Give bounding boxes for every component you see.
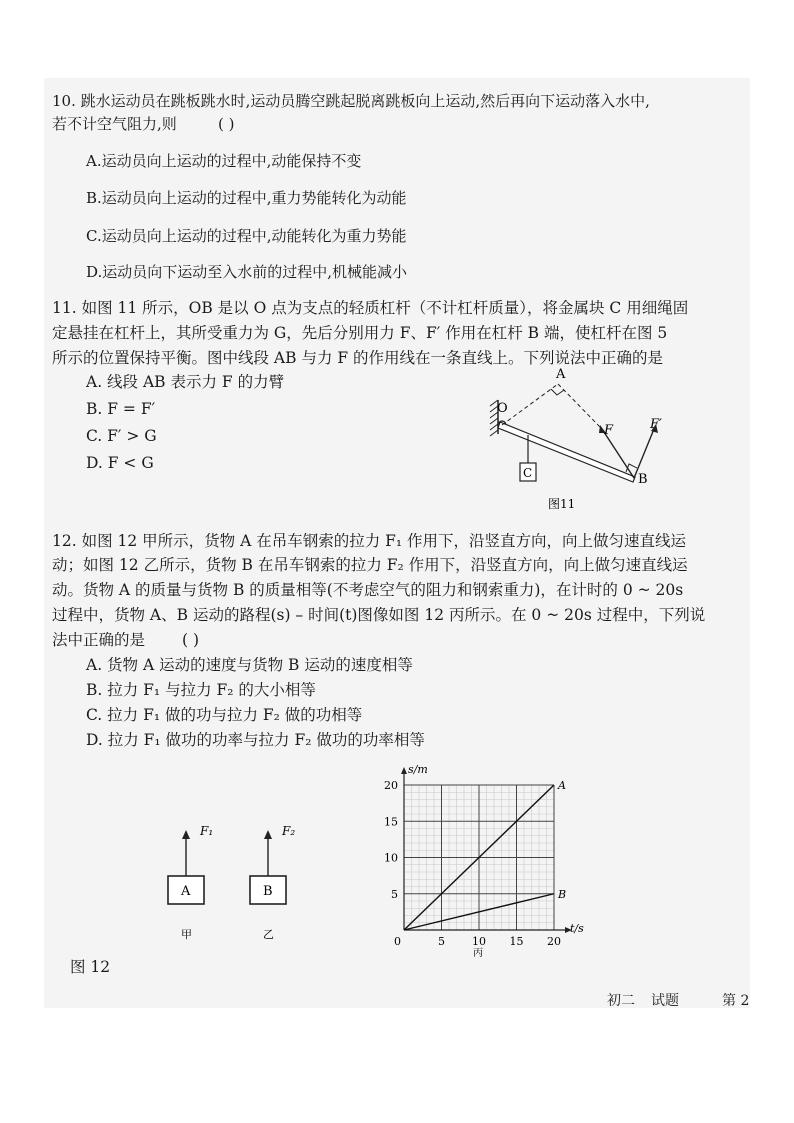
label-a: A [556, 367, 566, 382]
line-oa [502, 384, 558, 425]
q12-stem-line-3: 动。货物 A 的质量与货物 B 的质量相等(不考虑空气的阻力和钢索重力)，在计时的 0 ~ 20s [52, 581, 684, 599]
y-axis-arrowhead [401, 767, 407, 774]
q12-option-d: D. 拉力 F₁ 做功的功率与拉力 F₂ 做功的功率相等 [86, 731, 425, 749]
footer-subject: 试题 [651, 993, 679, 1009]
x-tick-label: 20 [547, 935, 561, 948]
x-axis-label: t/s [570, 922, 584, 935]
y-tick-label: 5 [391, 887, 398, 901]
y-axis-label: s/m [408, 763, 428, 776]
line-ab [558, 384, 600, 427]
x-tick-label: 0 [394, 935, 401, 948]
caption-yi: 乙 [263, 928, 274, 941]
q11-option-b: B. F = F′ [86, 400, 156, 418]
label-f1: F₁ [200, 824, 214, 838]
label-o: O [497, 401, 508, 416]
right-angle-a [551, 389, 564, 395]
q10-option-a: A.运动员向上运动的过程中,动能保持不变 [86, 152, 362, 170]
q12-stem-line-5: 法中正确的是 [52, 631, 146, 649]
figure-12-label: 图 12 [70, 958, 111, 976]
x-tick-label: 15 [509, 935, 524, 948]
figure-jia [160, 818, 220, 944]
q12-stem-line-1: 12. 如图 12 甲所示，货物 A 在吊车钢索的拉力 F₁ 作用下，沿竖直方向，向上做匀速直线运 [52, 532, 687, 550]
q11-option-c: C. F′ > G [86, 427, 157, 445]
q12-option-a: A. 货物 A 运动的速度与货物 B 运动的速度相等 [86, 656, 413, 674]
label-f: F [604, 423, 614, 438]
figure-11-caption: 图11 [548, 497, 576, 511]
y-tick-label: 20 [384, 779, 398, 792]
x-tick-label: 10 [472, 935, 486, 948]
q11-option-a: A. 线段 AB 表示力 F 的力臂 [86, 373, 285, 391]
label-b: B [638, 472, 648, 487]
q12-answer-blank: ( ) [182, 631, 200, 649]
lever-diagram [480, 362, 700, 522]
q11-stem-line-1: 11. 如图 11 所示，OB 是以 O 点为支点的轻质杠杆（不计杠杆质量），将金属块 C 用细绳固 [52, 299, 689, 317]
footer-grade: 初二 [607, 993, 635, 1009]
series-label-a: A [558, 779, 566, 792]
q10-option-d: D.运动员向下运动至入水前的过程中,机械能减小 [86, 263, 408, 281]
q10-option-b: B.运动员向上运动的过程中,重力势能转化为动能 [86, 189, 407, 207]
box-a-label: A [181, 884, 191, 899]
x-tick-label: 5 [438, 935, 445, 948]
q10-stem-line-1: 10. 跳水运动员在跳板跳水时,运动员腾空跳起脱离跳板向上运动,然后再向下运动落入水中, [52, 92, 650, 110]
force-f-prime [634, 429, 654, 478]
q10-answer-blank: ( ) [218, 115, 235, 133]
q12-option-c: C. 拉力 F₁ 做的功与拉力 F₂ 做的功相等 [86, 706, 363, 724]
figure-yi [242, 818, 302, 944]
q12-option-b: B. 拉力 F₁ 与拉力 F₂ 的大小相等 [86, 681, 316, 699]
y-tick-label: 15 [384, 815, 398, 829]
label-f2: F₂ [282, 824, 296, 838]
q10-option-c: C.运动员向上运动的过程中,动能转化为重力势能 [86, 227, 407, 245]
caption-jia: 甲 [181, 928, 192, 941]
chart-series [404, 779, 566, 930]
label-c: C [523, 466, 533, 480]
right-angle-b [626, 464, 637, 472]
caption-bing: 丙 [473, 948, 483, 958]
st-chart [378, 758, 598, 958]
y-tick-label: 10 [384, 851, 398, 865]
footer-page: 第 2 [722, 993, 750, 1009]
lever-ob [498, 422, 635, 482]
force-f1-arrowhead [182, 830, 190, 839]
q11-option-d: D. F < G [86, 454, 154, 472]
force-f2-arrowhead [264, 830, 272, 839]
q12-stem-line-2: 动；如图 12 乙所示，货物 B 在吊车钢索的拉力 F₂ 作用下，沿竖直方向，向上做匀速直线运 [52, 556, 688, 574]
series-label-b: B [558, 887, 567, 901]
q12-stem-line-4: 过程中，货物 A、B 运动的路程(s) – 时间(t)图像如图 12 丙所示。在 0 ~ 20s 过程中，下列说 [52, 606, 706, 624]
q11-stem-line-2: 定悬挂在杠杆上，其所受重力为 G，先后分别用力 F、F′ 作用在杠杆 B 端，使杠杆在图 5 [52, 324, 668, 342]
q10-stem-line-2: 若不计空气阻力,则 [52, 115, 177, 133]
box-b-label: B [263, 884, 273, 899]
q11-stem-line-3: 所示的位置保持平衡。图中线段 AB 与力 F 的作用线在一条直线上。下列说法中正确的是 [52, 349, 664, 367]
label-f-prime: F′ [650, 417, 662, 432]
